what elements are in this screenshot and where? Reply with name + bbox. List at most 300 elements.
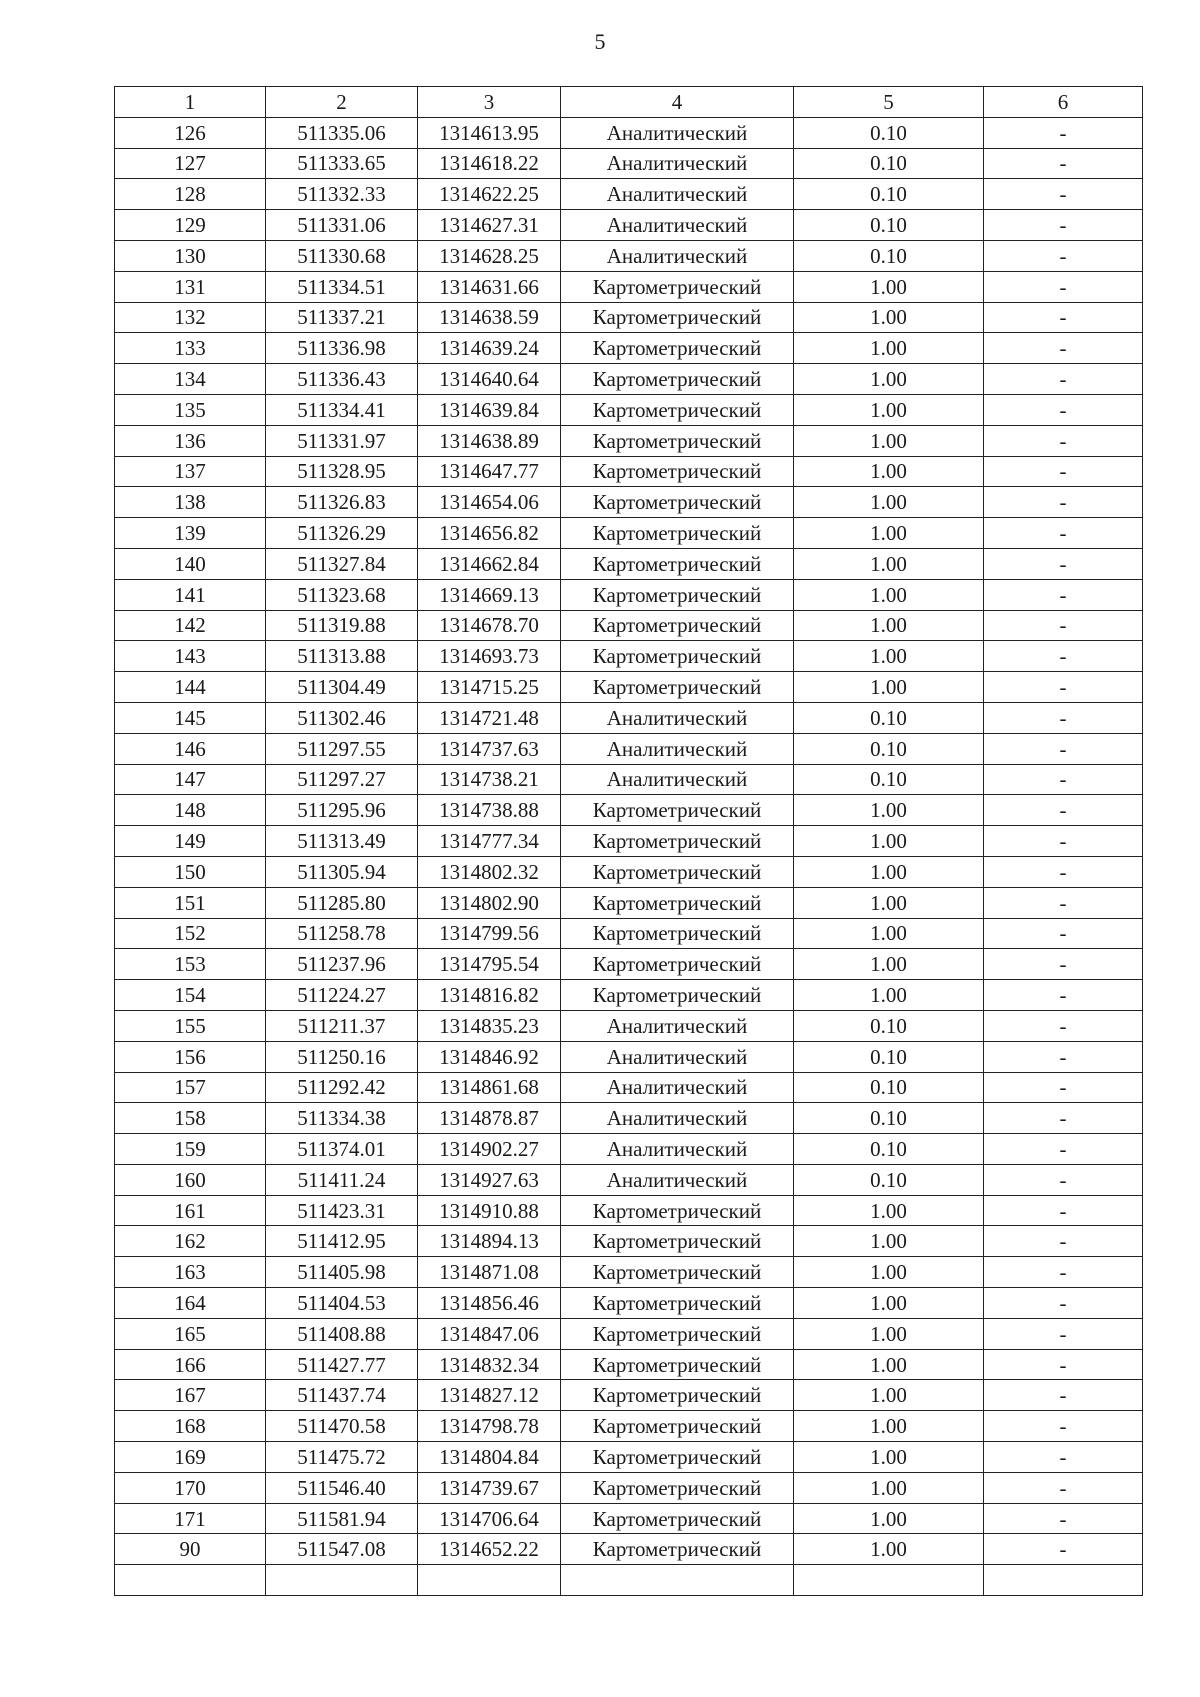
y-coordinate-cell: 1314618.22 [418,148,561,179]
y-coordinate-cell: 1314816.82 [418,980,561,1011]
accuracy-cell: 1.00 [794,1503,984,1534]
accuracy-cell: 1.00 [794,1380,984,1411]
x-coordinate-cell: 511297.27 [266,764,418,795]
y-coordinate-cell: 1314802.90 [418,887,561,918]
table-row [115,1041,1143,1072]
method-cell: Аналитический [561,1072,794,1103]
point-number-cell: 152 [115,918,266,949]
method-cell: Аналитический [561,1134,794,1165]
y-coordinate-cell: 1314804.84 [418,1442,561,1473]
point-number-cell: 145 [115,702,266,733]
method-cell: Аналитический [561,240,794,271]
x-coordinate-cell: 511546.40 [266,1472,418,1503]
accuracy-cell: 1.00 [794,887,984,918]
note-cell: - [984,1257,1143,1288]
method-cell: Картометрический [561,641,794,672]
method-cell: Аналитический [561,117,794,148]
point-number-cell: 146 [115,733,266,764]
table-row [115,1503,1143,1534]
point-number-cell: 144 [115,672,266,703]
accuracy-cell: 1.00 [794,610,984,641]
table-row [115,456,1143,487]
point-number-cell: 170 [115,1472,266,1503]
method-cell: Картометрический [561,1380,794,1411]
method-cell: Картометрический [561,887,794,918]
y-coordinate-cell: 1314871.08 [418,1257,561,1288]
y-coordinate-cell: 1314721.48 [418,702,561,733]
y-coordinate-cell: 1314638.89 [418,425,561,456]
x-coordinate-cell: 511374.01 [266,1134,418,1165]
table-body [115,117,1143,1595]
note-cell: - [984,887,1143,918]
point-number-cell: 132 [115,302,266,333]
table-row [115,641,1143,672]
table-row [115,425,1143,456]
x-coordinate-cell: 511326.83 [266,487,418,518]
point-number-cell: 155 [115,1010,266,1041]
accuracy-cell: 1.00 [794,795,984,826]
x-coordinate-cell: 511304.49 [266,672,418,703]
accuracy-cell: 1.00 [794,1349,984,1380]
x-coordinate-cell: 511423.31 [266,1195,418,1226]
table-row [115,579,1143,610]
method-cell: Картометрический [561,456,794,487]
table-row [115,918,1143,949]
method-cell: Картометрический [561,826,794,857]
note-cell: - [984,1288,1143,1319]
x-coordinate-cell: 511292.42 [266,1072,418,1103]
x-coordinate-cell: 511336.43 [266,364,418,395]
table-row [115,1349,1143,1380]
method-cell: Картометрический [561,1349,794,1380]
method-cell: Аналитический [561,702,794,733]
point-number-cell: 163 [115,1257,266,1288]
accuracy-cell: 1.00 [794,1318,984,1349]
y-coordinate-cell: 1314669.13 [418,579,561,610]
x-coordinate-cell: 511323.68 [266,579,418,610]
point-number-cell [115,1565,266,1596]
note-cell: - [984,856,1143,887]
y-coordinate-cell: 1314795.54 [418,949,561,980]
note-cell: - [984,487,1143,518]
y-coordinate-cell: 1314715.25 [418,672,561,703]
method-cell: Картометрический [561,1472,794,1503]
y-coordinate-cell: 1314613.95 [418,117,561,148]
note-cell: - [984,425,1143,456]
method-cell [561,1565,794,1596]
point-number-cell: 130 [115,240,266,271]
point-number-cell: 168 [115,1411,266,1442]
note-cell: - [984,1134,1143,1165]
point-number-cell: 167 [115,1380,266,1411]
method-cell: Аналитический [561,179,794,210]
table-row [115,1226,1143,1257]
point-number-cell: 147 [115,764,266,795]
method-cell: Картометрический [561,425,794,456]
point-number-cell: 140 [115,548,266,579]
point-number-cell: 136 [115,425,266,456]
point-number-cell: 138 [115,487,266,518]
table-row [115,1195,1143,1226]
method-cell: Картометрический [561,1503,794,1534]
accuracy-cell: 0.10 [794,1164,984,1195]
y-coordinate-cell: 1314737.63 [418,733,561,764]
point-number-cell: 162 [115,1226,266,1257]
note-cell: - [984,949,1143,980]
x-coordinate-cell: 511313.88 [266,641,418,672]
note-cell: - [984,610,1143,641]
x-coordinate-cell: 511319.88 [266,610,418,641]
accuracy-cell: 1.00 [794,456,984,487]
point-number-cell: 166 [115,1349,266,1380]
method-cell: Картометрический [561,1318,794,1349]
x-coordinate-cell: 511305.94 [266,856,418,887]
x-coordinate-cell: 511330.68 [266,240,418,271]
table-row [115,1565,1143,1596]
table-row [115,364,1143,395]
note-cell: - [984,1041,1143,1072]
note-cell: - [984,1010,1143,1041]
x-coordinate-cell: 511258.78 [266,918,418,949]
x-coordinate-cell: 511327.84 [266,548,418,579]
point-number-cell: 150 [115,856,266,887]
table-row [115,1103,1143,1134]
note-cell: - [984,1411,1143,1442]
x-coordinate-cell: 511405.98 [266,1257,418,1288]
y-coordinate-cell: 1314739.67 [418,1472,561,1503]
y-coordinate-cell: 1314631.66 [418,271,561,302]
note-cell: - [984,548,1143,579]
method-cell: Аналитический [561,1041,794,1072]
x-coordinate-cell: 511332.33 [266,179,418,210]
accuracy-cell: 0.10 [794,210,984,241]
column-header: 1 [115,87,266,118]
table-row [115,210,1143,241]
page-number: 5 [594,29,606,54]
point-number-cell: 148 [115,795,266,826]
point-number-cell: 139 [115,518,266,549]
x-coordinate-cell: 511297.55 [266,733,418,764]
method-cell: Картометрический [561,980,794,1011]
x-coordinate-cell: 511336.98 [266,333,418,364]
table-row [115,518,1143,549]
method-cell: Картометрический [561,1226,794,1257]
x-coordinate-cell: 511237.96 [266,949,418,980]
x-coordinate-cell: 511334.51 [266,271,418,302]
column-header: 4 [561,87,794,118]
y-coordinate-cell [418,1565,561,1596]
y-coordinate-cell: 1314902.27 [418,1134,561,1165]
point-number-cell: 164 [115,1288,266,1319]
note-cell: - [984,1164,1143,1195]
x-coordinate-cell: 511211.37 [266,1010,418,1041]
x-coordinate-cell: 511427.77 [266,1349,418,1380]
method-cell: Картометрический [561,672,794,703]
method-cell: Аналитический [561,148,794,179]
note-cell: - [984,1226,1143,1257]
accuracy-cell: 0.10 [794,117,984,148]
accuracy-cell: 0.10 [794,702,984,733]
y-coordinate-cell: 1314640.64 [418,364,561,395]
table-row [115,179,1143,210]
table-row [115,610,1143,641]
y-coordinate-cell: 1314678.70 [418,610,561,641]
method-cell: Картометрический [561,333,794,364]
method-cell: Аналитический [561,210,794,241]
accuracy-cell: 1.00 [794,826,984,857]
accuracy-cell: 1.00 [794,1257,984,1288]
x-coordinate-cell: 511408.88 [266,1318,418,1349]
accuracy-cell: 0.10 [794,764,984,795]
y-coordinate-cell: 1314662.84 [418,548,561,579]
x-coordinate-cell: 511285.80 [266,887,418,918]
column-header: 2 [266,87,418,118]
point-number-cell: 153 [115,949,266,980]
point-number-cell: 149 [115,826,266,857]
table-row [115,795,1143,826]
note-cell [984,1565,1143,1596]
note-cell: - [984,1072,1143,1103]
accuracy-cell [794,1565,984,1596]
x-coordinate-cell: 511295.96 [266,795,418,826]
note-cell: - [984,1472,1143,1503]
x-coordinate-cell: 511412.95 [266,1226,418,1257]
note-cell: - [984,733,1143,764]
accuracy-cell: 1.00 [794,333,984,364]
table-row [115,1134,1143,1165]
x-coordinate-cell: 511250.16 [266,1041,418,1072]
x-coordinate-cell: 511331.97 [266,425,418,456]
y-coordinate-cell: 1314799.56 [418,918,561,949]
accuracy-cell: 1.00 [794,641,984,672]
table-row [115,1472,1143,1503]
accuracy-cell: 0.10 [794,148,984,179]
accuracy-cell: 1.00 [794,518,984,549]
table-row [115,548,1143,579]
method-cell: Картометрический [561,1257,794,1288]
accuracy-cell: 1.00 [794,856,984,887]
y-coordinate-cell: 1314647.77 [418,456,561,487]
point-number-cell: 171 [115,1503,266,1534]
accuracy-cell: 1.00 [794,302,984,333]
x-coordinate-cell: 511328.95 [266,456,418,487]
note-cell: - [984,1442,1143,1473]
point-number-cell: 159 [115,1134,266,1165]
x-coordinate-cell: 511334.38 [266,1103,418,1134]
y-coordinate-cell: 1314798.78 [418,1411,561,1442]
column-header: 6 [984,87,1143,118]
table-row [115,1164,1143,1195]
note-cell: - [984,826,1143,857]
y-coordinate-cell: 1314693.73 [418,641,561,672]
y-coordinate-cell: 1314856.46 [418,1288,561,1319]
note-cell: - [984,1503,1143,1534]
column-header: 5 [794,87,984,118]
note-cell: - [984,394,1143,425]
accuracy-cell: 0.10 [794,1010,984,1041]
point-number-cell: 131 [115,271,266,302]
table-row [115,1288,1143,1319]
y-coordinate-cell: 1314802.32 [418,856,561,887]
table-row [115,1257,1143,1288]
table-row [115,1010,1143,1041]
note-cell: - [984,795,1143,826]
table-row [115,394,1143,425]
method-cell: Картометрический [561,949,794,980]
note-cell: - [984,672,1143,703]
accuracy-cell: 1.00 [794,1534,984,1565]
note-cell: - [984,1318,1143,1349]
point-number-cell: 134 [115,364,266,395]
note-cell: - [984,179,1143,210]
x-coordinate-cell [266,1565,418,1596]
method-cell: Картометрический [561,856,794,887]
y-coordinate-cell: 1314652.22 [418,1534,561,1565]
point-number-cell: 137 [115,456,266,487]
x-coordinate-cell: 511313.49 [266,826,418,857]
note-cell: - [984,210,1143,241]
accuracy-cell: 1.00 [794,1226,984,1257]
y-coordinate-cell: 1314638.59 [418,302,561,333]
note-cell: - [984,641,1143,672]
method-cell: Картометрический [561,271,794,302]
accuracy-cell: 1.00 [794,364,984,395]
table-row [115,887,1143,918]
table-row [115,1411,1143,1442]
point-number-cell: 133 [115,333,266,364]
table-row [115,980,1143,1011]
y-coordinate-cell: 1314738.88 [418,795,561,826]
accuracy-cell: 0.10 [794,1134,984,1165]
note-cell: - [984,1195,1143,1226]
note-cell: - [984,240,1143,271]
point-number-cell: 126 [115,117,266,148]
note-cell: - [984,364,1143,395]
x-coordinate-cell: 511334.41 [266,394,418,425]
point-number-cell: 154 [115,980,266,1011]
y-coordinate-cell: 1314827.12 [418,1380,561,1411]
table-row [115,487,1143,518]
y-coordinate-cell: 1314927.63 [418,1164,561,1195]
accuracy-cell: 1.00 [794,918,984,949]
method-cell: Аналитический [561,1103,794,1134]
y-coordinate-cell: 1314894.13 [418,1226,561,1257]
note-cell: - [984,456,1143,487]
point-number-cell: 128 [115,179,266,210]
method-cell: Картометрический [561,1534,794,1565]
table-row [115,1318,1143,1349]
y-coordinate-cell: 1314654.06 [418,487,561,518]
note-cell: - [984,148,1143,179]
y-coordinate-cell: 1314706.64 [418,1503,561,1534]
accuracy-cell: 0.10 [794,1103,984,1134]
method-cell: Аналитический [561,1164,794,1195]
point-number-cell: 127 [115,148,266,179]
x-coordinate-cell: 511581.94 [266,1503,418,1534]
method-cell: Картометрический [561,394,794,425]
x-coordinate-cell: 511326.29 [266,518,418,549]
x-coordinate-cell: 511404.53 [266,1288,418,1319]
y-coordinate-cell: 1314738.21 [418,764,561,795]
table-row [115,1072,1143,1103]
point-number-cell: 141 [115,579,266,610]
y-coordinate-cell: 1314847.06 [418,1318,561,1349]
accuracy-cell: 1.00 [794,1442,984,1473]
note-cell: - [984,980,1143,1011]
y-coordinate-cell: 1314835.23 [418,1010,561,1041]
table-row [115,240,1143,271]
y-coordinate-cell: 1314846.92 [418,1041,561,1072]
y-coordinate-cell: 1314627.31 [418,210,561,241]
point-number-cell: 135 [115,394,266,425]
table-row [115,702,1143,733]
method-cell: Картометрический [561,918,794,949]
method-cell: Картометрический [561,1195,794,1226]
method-cell: Картометрический [561,518,794,549]
y-coordinate-cell: 1314656.82 [418,518,561,549]
point-number-cell: 129 [115,210,266,241]
method-cell: Аналитический [561,733,794,764]
y-coordinate-cell: 1314878.87 [418,1103,561,1134]
point-number-cell: 157 [115,1072,266,1103]
table-row [115,1380,1143,1411]
accuracy-cell: 1.00 [794,548,984,579]
table-row [115,672,1143,703]
method-cell: Аналитический [561,764,794,795]
table-row [115,148,1143,179]
y-coordinate-cell: 1314639.24 [418,333,561,364]
x-coordinate-cell: 511335.06 [266,117,418,148]
column-header: 3 [418,87,561,118]
note-cell: - [984,1349,1143,1380]
table-row [115,826,1143,857]
point-number-cell: 156 [115,1041,266,1072]
note-cell: - [984,302,1143,333]
accuracy-cell: 1.00 [794,1472,984,1503]
coordinates-table [114,86,1143,1596]
accuracy-cell: 1.00 [794,394,984,425]
accuracy-cell: 1.00 [794,425,984,456]
accuracy-cell: 0.10 [794,1041,984,1072]
accuracy-cell: 0.10 [794,733,984,764]
method-cell: Картометрический [561,795,794,826]
table-header-row [115,87,1143,118]
x-coordinate-cell: 511224.27 [266,980,418,1011]
accuracy-cell: 1.00 [794,579,984,610]
note-cell: - [984,518,1143,549]
x-coordinate-cell: 511302.46 [266,702,418,733]
accuracy-cell: 1.00 [794,949,984,980]
y-coordinate-cell: 1314628.25 [418,240,561,271]
point-number-cell: 161 [115,1195,266,1226]
method-cell: Картометрический [561,302,794,333]
x-coordinate-cell: 511333.65 [266,148,418,179]
table-row [115,1534,1143,1565]
table-row [115,1442,1143,1473]
method-cell: Картометрический [561,1442,794,1473]
accuracy-cell: 1.00 [794,1195,984,1226]
note-cell: - [984,117,1143,148]
accuracy-cell: 1.00 [794,1411,984,1442]
method-cell: Картометрический [561,1411,794,1442]
point-number-cell: 158 [115,1103,266,1134]
accuracy-cell: 0.10 [794,240,984,271]
table-row [115,764,1143,795]
point-number-cell: 160 [115,1164,266,1195]
y-coordinate-cell: 1314639.84 [418,394,561,425]
note-cell: - [984,1534,1143,1565]
table-row [115,271,1143,302]
